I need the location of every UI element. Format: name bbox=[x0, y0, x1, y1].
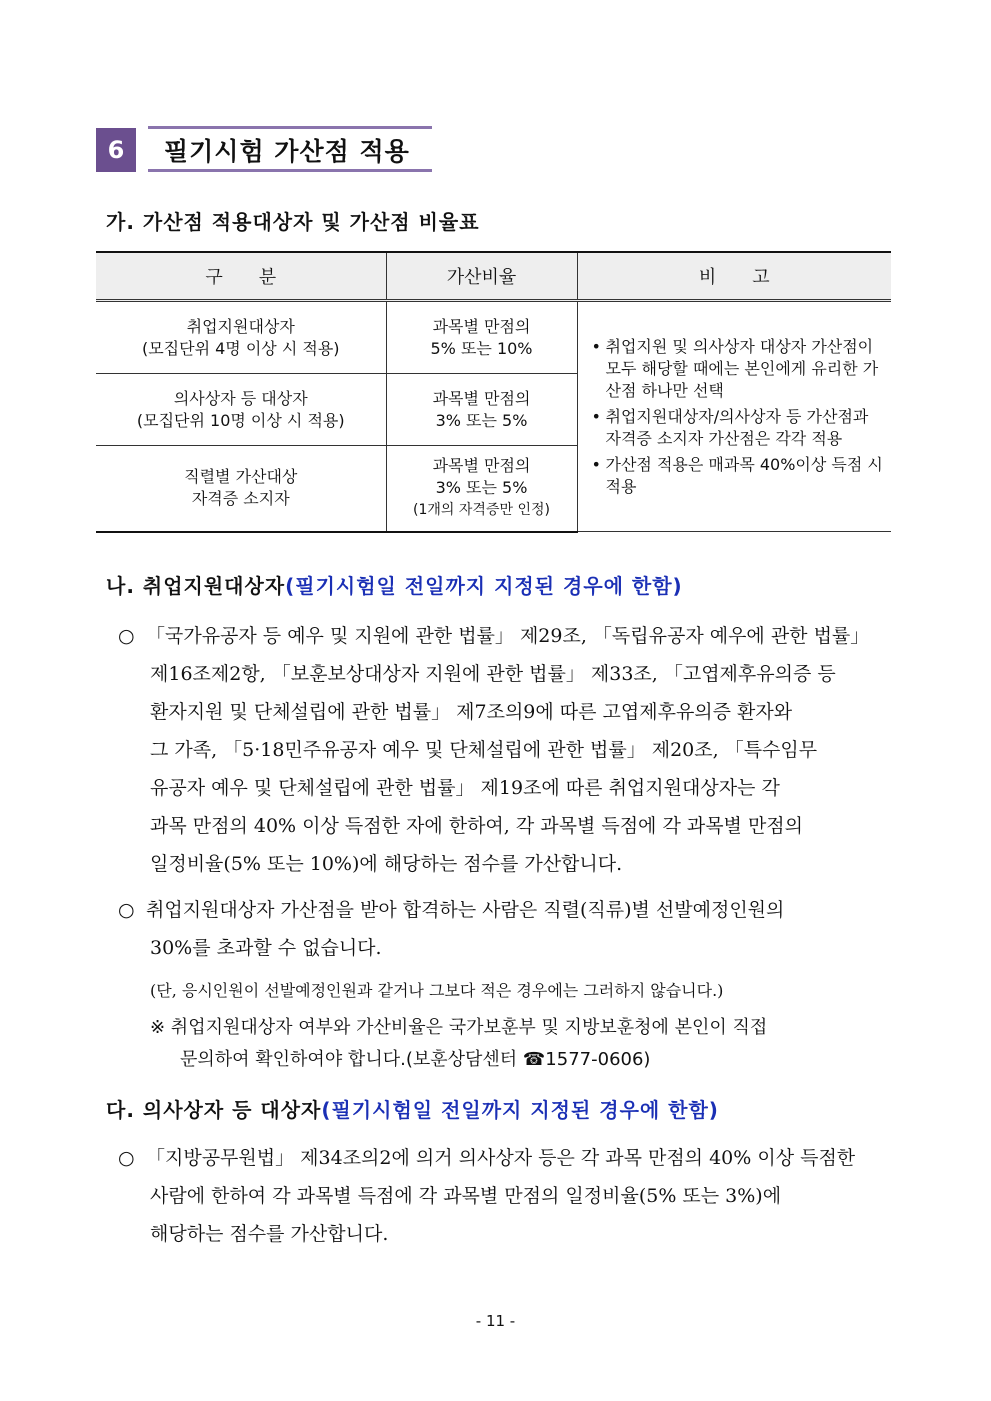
note-list bbox=[588, 336, 886, 498]
paragraph-line: 취업지원대상자 가산점을 받아 합격하는 사람은 직렬(직류)별 선발예정인원의 bbox=[146, 899, 785, 921]
section-title: 필기시험 가산점 적용 bbox=[164, 137, 410, 166]
subheading-c bbox=[106, 1094, 719, 1123]
header-note: 비 고 bbox=[577, 252, 891, 301]
category-line: 취업지원대상자 bbox=[186, 316, 295, 336]
reference-line: ※ 취업지원대상자 여부와 가산비율은 국가보훈부 및 지방보훈청에 본인이 직접 bbox=[150, 1017, 768, 1038]
rate-line: 과목별 만점의 bbox=[432, 316, 531, 336]
paragraph-line: 유공자 예우 및 단체설립에 관한 법률」 제19조에 따른 취업지원대상자는 각 bbox=[150, 777, 780, 799]
header-category: 구 분 bbox=[96, 252, 386, 301]
rate-line: 5% 또는 10% bbox=[430, 338, 533, 358]
paragraph-line: 「국가유공자 등 예우 및 지원에 관한 법률」 제29조, 「독립유공자 예우에 관한 법률」 bbox=[146, 625, 870, 647]
section-title-box bbox=[148, 126, 432, 172]
bullet-circle: ○ bbox=[118, 625, 135, 647]
paragraph-line: 그 가족, 「5·18민주유공자 예우 및 단체설립에 관한 법률」 제20조, 「특수임무 bbox=[150, 739, 818, 761]
category-line: (모집단위 10명 이상 시 적용) bbox=[136, 410, 345, 430]
category-line: 직렬별 가산대상 bbox=[184, 467, 298, 487]
category-cell bbox=[96, 446, 386, 532]
paragraph-line: 30%를 초과할 수 없습니다. bbox=[150, 937, 382, 959]
paragraph-line: 과목 만점의 40% 이상 득점한 자에 한하여, 각 과목별 득점에 각 과목별 만점의 bbox=[150, 815, 804, 837]
note-cell bbox=[577, 301, 891, 532]
table-row bbox=[96, 301, 891, 374]
page-number: - 11 - bbox=[475, 1312, 516, 1330]
category-cell bbox=[96, 374, 386, 446]
subheading-b-title: 나. 취업지원대상자 bbox=[106, 574, 286, 598]
paragraph-line: 해당하는 점수를 가산합니다. bbox=[150, 1223, 389, 1245]
rate-line: 과목별 만점의 bbox=[432, 456, 531, 476]
exception-note: (단, 응시인원이 선발예정인원과 같거나 그보다 적은 경우에는 그러하지 않습니다.) bbox=[150, 981, 724, 1000]
bullet-circle: ○ bbox=[118, 1147, 135, 1169]
category-line: 자격증 소지자 bbox=[191, 489, 290, 509]
subheading-c-title: 다. 의사상자 등 대상자 bbox=[106, 1098, 322, 1122]
paragraph-line: 「지방공무원법」 제34조의2에 의거 의사상자 등은 각 과목 만점의 40% 이상 득점한 bbox=[146, 1147, 856, 1169]
rate-line: 3% 또는 5% bbox=[435, 478, 528, 498]
subheading-b-note: (필기시험일 전일까지 지정된 경우에 한함) bbox=[285, 574, 683, 598]
bullet-circle: ○ bbox=[118, 899, 135, 921]
rate-line: (1개의 자격증만 인정) bbox=[413, 502, 550, 519]
subheading-c-note: (필기시험일 전일까지 지정된 경우에 한함) bbox=[321, 1098, 719, 1122]
rate-cell bbox=[386, 301, 577, 374]
reference-note bbox=[150, 1012, 898, 1076]
category-cell bbox=[96, 301, 386, 374]
reference-line: 문의하여 확인하여야 합니다.(보훈상담센터 ☎1577-0606) bbox=[180, 1049, 651, 1070]
paragraph-line: 일정비율(5% 또는 10%)에 해당하는 점수를 가산합니다. bbox=[150, 853, 623, 875]
paragraph-b2 bbox=[118, 891, 898, 967]
note-item: • 가산점 적용은 매과목 40%이상 득점 시 적용 bbox=[588, 454, 886, 498]
subheading-a: 가. 가산점 적용대상자 및 가산점 비율표 bbox=[106, 210, 480, 234]
paragraph-c1 bbox=[118, 1139, 898, 1253]
bonus-rate-table bbox=[96, 251, 891, 533]
paragraph-line: 제16조제2항, 「보훈보상대상자 지원에 관한 법률」 제33조, 「고엽제후유의증 등 bbox=[150, 663, 836, 685]
note-item: • 취업지원 및 의사상자 대상자 가산점이 모두 해당할 때에는 본인에게 유리한 가산점 하나만 선택 bbox=[588, 336, 886, 402]
header-rate: 가산비율 bbox=[386, 252, 577, 301]
subheading-b bbox=[106, 570, 683, 599]
paragraph-line: 환자지원 및 단체설립에 관한 법률」 제7조의9에 따른 고엽제후유의증 환자와 bbox=[150, 701, 793, 723]
rate-cell bbox=[386, 446, 577, 532]
title-top-rule bbox=[148, 126, 432, 129]
rate-line: 3% 또는 5% bbox=[435, 410, 528, 430]
category-line: 의사상자 등 대상자 bbox=[173, 388, 308, 408]
section-number-badge: 6 bbox=[96, 128, 136, 172]
note-item: • 취업지원대상자/의사상자 등 가산점과 자격증 소지자 가산점은 각각 적용 bbox=[588, 406, 886, 450]
paragraph-line: 사람에 한하여 각 과목별 득점에 각 과목별 만점의 일정비율(5% 또는 3%)에 bbox=[150, 1185, 782, 1207]
paragraph-b1 bbox=[118, 617, 898, 883]
title-bottom-rule bbox=[148, 169, 432, 172]
rate-cell bbox=[386, 374, 577, 446]
table-header-row bbox=[96, 252, 891, 301]
rate-line: 과목별 만점의 bbox=[432, 388, 531, 408]
category-line: (모집단위 4명 이상 시 적용) bbox=[141, 338, 340, 358]
